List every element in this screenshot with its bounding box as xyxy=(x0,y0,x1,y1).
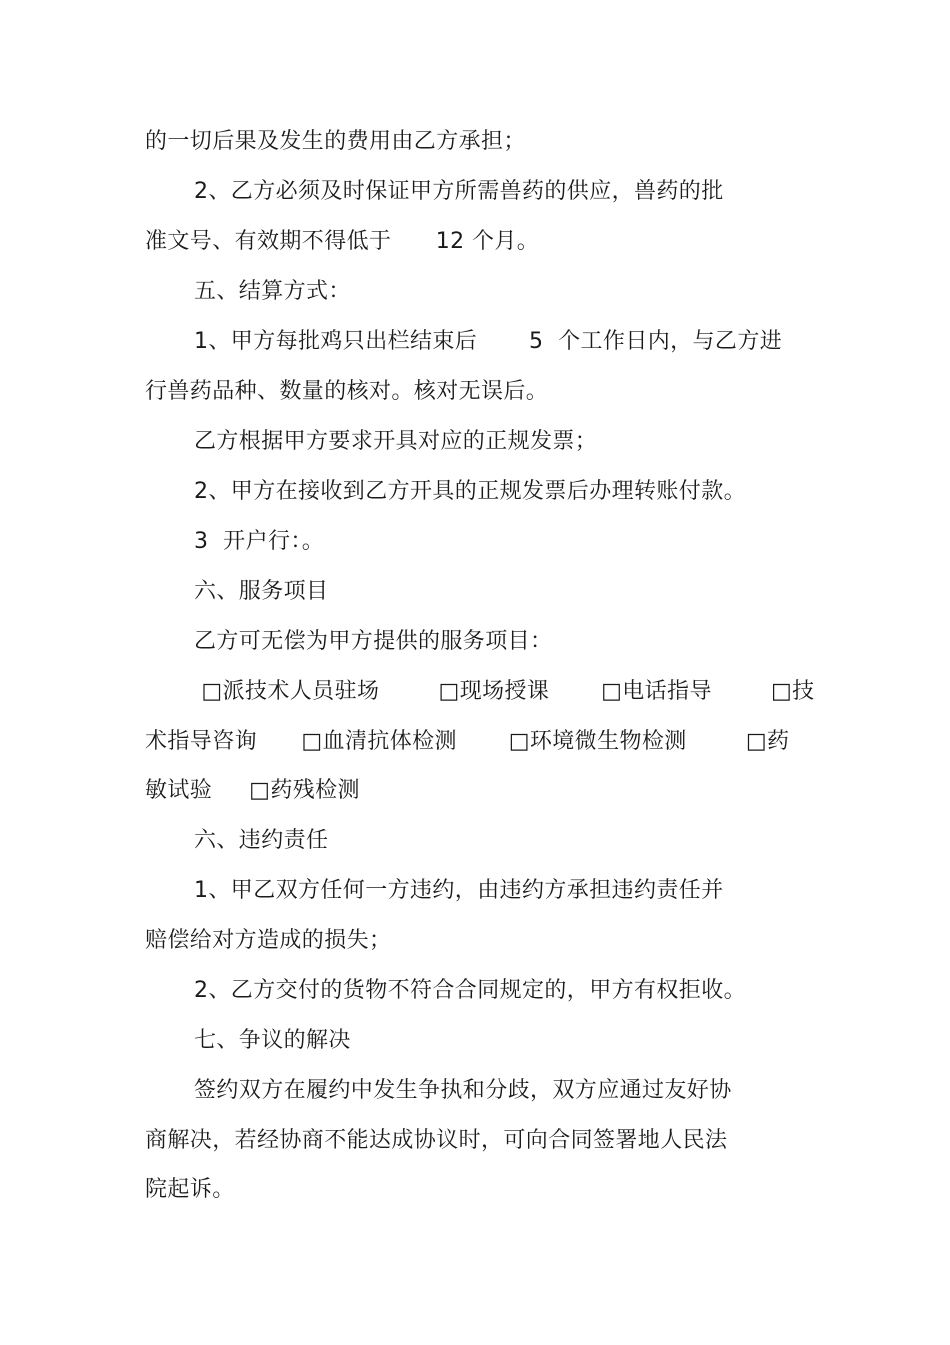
text-line-1: 的一切后果及发生的费用由乙方承担； xyxy=(145,129,526,154)
section-heading-liability: 六、违约责任 xyxy=(194,828,329,853)
section-heading-settlement: 五、结算方式： xyxy=(194,279,351,304)
text-line-20: 签约双方在履约中发生争执和分歧，双方应通过友好协 xyxy=(194,1078,732,1103)
section-heading-services: 六、服务项目 xyxy=(194,579,329,604)
text-line-3: 准文号、有效期不得低于 12 个月。 xyxy=(145,229,540,254)
service-options-line-2: 术指导咨询 □血清抗体检测 □环境微生物检测 □药 xyxy=(145,729,790,754)
service-options-line-3: 敏试验 □药残检测 xyxy=(145,778,360,803)
text-line-21: 商解决，若经协商不能达成协议时，可向合同签署地人民法 xyxy=(145,1128,728,1153)
text-line-16: 1、甲乙双方任何一方违约，由违约方承担违约责任并 xyxy=(194,878,724,903)
text-line-17: 赔偿给对方造成的损失； xyxy=(145,928,392,953)
text-line-18: 2、乙方交付的货物不符合合同规定的，甲方有权拒收。 xyxy=(194,978,746,1003)
text-line-6: 行兽药品种、数量的核对。核对无误后。 xyxy=(145,379,549,404)
text-line-5: 1、甲方每批鸡只出栏结束后 5 个工作日内，与乙方进 xyxy=(194,329,783,354)
text-line-8: 2、甲方在接收到乙方开具的正规发票后办理转账付款。 xyxy=(194,479,746,504)
text-line-9: 3 开户行：。 xyxy=(194,529,325,554)
section-heading-disputes: 七、争议的解决 xyxy=(194,1028,351,1053)
text-line-11: 乙方可无偿为甲方提供的服务项目： xyxy=(194,629,553,654)
text-line-2: 2、乙方必须及时保证甲方所需兽药的供应，兽药的批 xyxy=(194,179,724,204)
service-options-line-1: □派技术人员驻场 □现场授课 □电话指导 □技 xyxy=(194,679,815,704)
text-line-22: 院起诉。 xyxy=(145,1177,235,1202)
text-line-7: 乙方根据甲方要求开具对应的正规发票； xyxy=(194,429,598,454)
